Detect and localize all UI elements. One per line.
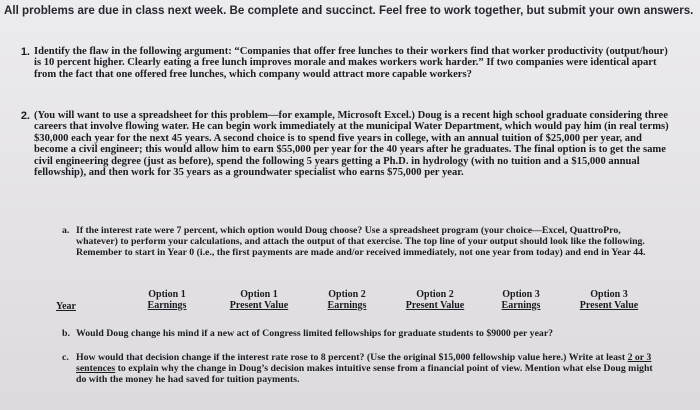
column-header: Option 2 Earnings — [327, 289, 367, 311]
column-header: Option 1 Present Value — [229, 289, 289, 311]
instructions-header: All problems are due in class next week. Be complete and succinct. Feel free to work together, but submit your own answers. — [4, 4, 694, 17]
part-letter: a. — [62, 225, 70, 236]
part-text: If the interest rate were 7 percent, which option would Doug choose? Use a spreadsheet program (your choice—Excel, QuattroPro, whatever) to perform your calculations, and attach the output of that exercise. The top line of your output should look like the following. Remember to start in Year 0 (i.e., the first payments are made and/or received immediately, not one year from today) and end in Year 44. — [76, 225, 646, 258]
column-header: Option 2 Present Value — [405, 289, 465, 311]
part-text: Would Doug change his mind if a new act of Congress limited fellowships for graduate students to $9000 per year? — [76, 328, 554, 339]
problem-text: (You will want to use a spreadsheet for this problem—for example, Microsoft Excel.) Doug is a recent high school graduate considering three careers that involve flowing water. He can begin work immediately at the municipal Water Department, which would pay him (in real terms) $30,000 each year for the next 45 years. A second choice is to spend five years in college, with an annual tuition of $25,000 per year, and become a civil engineer; this would allow him to earn $55,000 per year for the 40 years after he graduates. The final option is to get the same civil engineering degree (just as before), spend the following 5 years getting a Ph.D. in hydrology (with no tuition and a $15,000 annual fellowship), and then work for 35 years as a groundwater specialist who earns $75,000 per year. — [34, 110, 669, 179]
problem-number: 1. — [20, 46, 30, 58]
column-header: Option 3 Earnings — [501, 289, 541, 311]
part-letter: b. — [62, 328, 70, 339]
column-header: Option 1 Earnings — [147, 289, 187, 311]
column-header: Option 3 Present Value — [579, 289, 639, 311]
underlined-phrase: 2 or 3 sentences — [76, 352, 652, 374]
year-column-header: Year — [56, 301, 76, 312]
problem-number: 2. — [20, 110, 30, 122]
part-letter: c. — [62, 352, 69, 363]
part-text: How would that decision change if the interest rate rose to 8 percent? (Use the original $15,000 fellowship value here.) Write at least 2 or 3 sentences to explain why the change in Doug’s decision makes intuitive sense from a financial point of view. Mention what else Doug might do with the money he had saved for tuition payments. — [76, 352, 653, 385]
problem-text: Identify the flaw in the following argument: “Companies that offer free lunches to their workers find that worker productivity (output/hour) is 10 percent higher. Clearly eating a free lunch improves morale and makes workers work harder.” If two companies were identical apart from the fact that one offered free lunches, which company would attract more capable workers? — [34, 46, 668, 80]
output-table-header — [56, 290, 656, 320]
